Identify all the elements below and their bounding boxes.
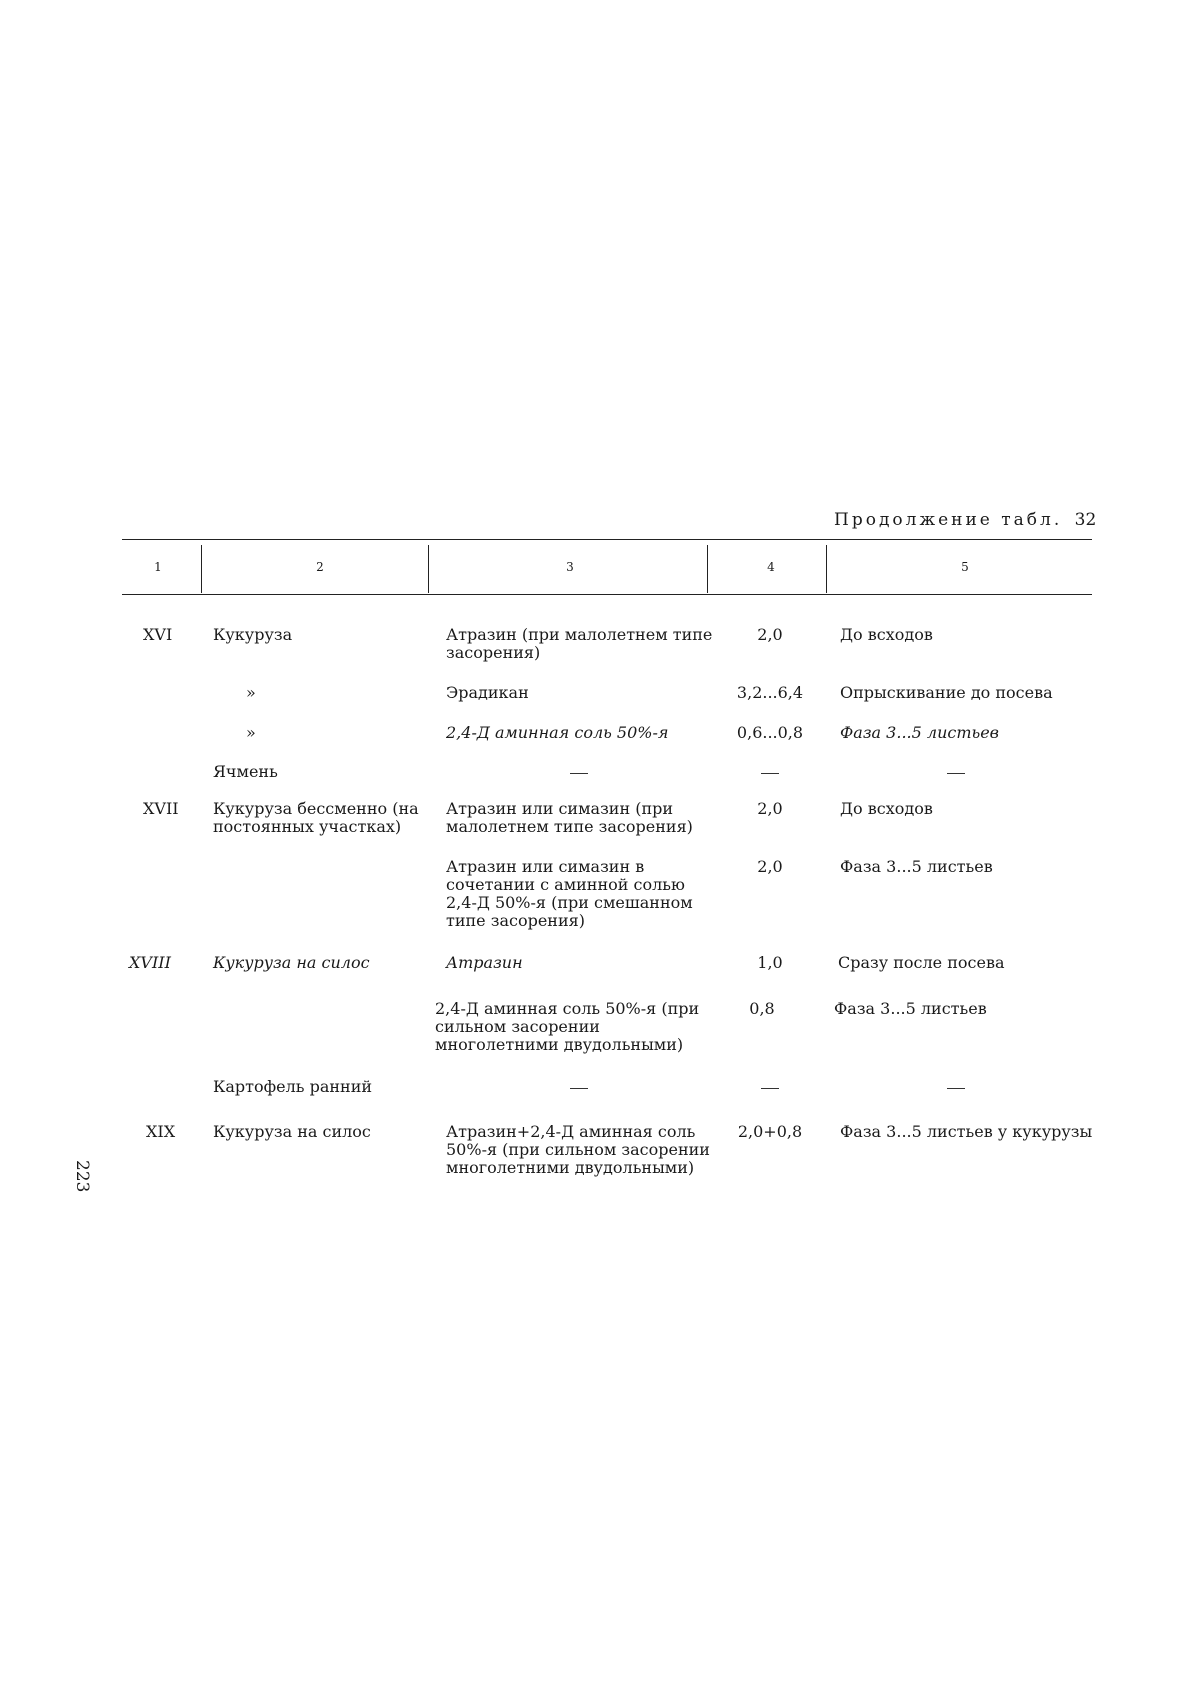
table-header-rule xyxy=(122,594,1092,595)
caption-text: Продолжение табл. xyxy=(834,510,1063,530)
row-3-time: Фаза 3...5 листьев xyxy=(840,723,999,742)
row-6-herbicide: Атразин или симазин в сочетании с аминной солью 2,4-Д 50%-я (при смешанном типе засорения) xyxy=(446,857,693,930)
row-4-time-dash xyxy=(940,763,980,781)
row-7-number: XVIII xyxy=(129,953,171,972)
row-1-herbicide: Атразин (при малолетнем типе засорения) xyxy=(446,625,713,662)
row-3-dose: 0,6...0,8 xyxy=(736,723,804,742)
row-4-herbicide-dash-mark xyxy=(570,773,588,774)
row-8-time: Фаза 3...5 листьев xyxy=(834,999,987,1018)
row-2-crop-ditto: » xyxy=(246,683,256,702)
row-5-dose: 2,0 xyxy=(757,799,783,818)
row-7-dose: 1,0 xyxy=(757,953,783,972)
row-9-time-dash-mark xyxy=(947,1088,965,1089)
row-3-herbicide: 2,4-Д аминная соль 50%-я xyxy=(446,723,669,742)
row-9-dose-dash xyxy=(750,1078,790,1096)
row-10-herbicide: Атразин+2,4-Д аминная соль 50%-я (при сильном засорении многолетними двудольными) xyxy=(446,1122,710,1177)
row-8-herbicide: 2,4-Д аминная соль 50%-я (при сильном засорении многолетними двудольными) xyxy=(435,999,700,1054)
row-1-number: XVI xyxy=(143,625,173,644)
row-3-crop-ditto: » xyxy=(246,723,256,742)
header-col-4: 4 xyxy=(767,560,775,574)
header-divider-3 xyxy=(707,545,708,593)
header-divider-4 xyxy=(826,545,827,593)
row-1-crop: Кукуруза xyxy=(213,625,293,644)
row-4-time-dash-mark xyxy=(947,773,965,774)
row-5-crop: Кукуруза бессменно (на постоянных участках) xyxy=(213,799,419,836)
table-number: 32 xyxy=(1074,510,1097,530)
row-5-number: XVII xyxy=(143,799,179,818)
row-4-dose-dash-mark xyxy=(761,773,779,774)
row-7-time: Сразу после посева xyxy=(838,953,1005,972)
row-10-dose: 2,0+0,8 xyxy=(737,1122,803,1141)
row-9-dose-dash-mark xyxy=(761,1088,779,1089)
row-9-herbicide-dash-mark xyxy=(570,1088,588,1089)
row-7-crop: Кукуруза на силос xyxy=(213,953,370,972)
row-10-crop: Кукуруза на силос xyxy=(213,1122,371,1141)
row-2-herbicide: Эрадикан xyxy=(446,683,529,702)
row-2-dose: 3,2...6,4 xyxy=(736,683,804,702)
row-1-time: До всходов xyxy=(840,625,933,644)
row-5-herbicide: Атразин или симазин (при малолетнем типе засорения) xyxy=(446,799,693,836)
page-number: 223 xyxy=(72,1160,92,1193)
row-5-time: До всходов xyxy=(840,799,933,818)
table-caption xyxy=(834,510,1096,530)
table-top-rule xyxy=(122,539,1092,540)
row-4-crop: Ячмень xyxy=(213,762,278,781)
row-8-dose: 0,8 xyxy=(749,999,775,1018)
row-6-time: Фаза 3...5 листьев xyxy=(840,857,993,876)
header-col-2: 2 xyxy=(316,560,324,574)
header-divider-2 xyxy=(428,545,429,593)
row-9-time-dash xyxy=(940,1078,980,1096)
row-2-time: Опрыскивание до посева xyxy=(840,683,1053,702)
row-9-herbicide-dash xyxy=(560,1078,600,1096)
row-4-herbicide-dash xyxy=(560,763,600,781)
row-10-time: Фаза 3...5 листьев у кукурузы xyxy=(840,1122,1093,1141)
row-6-dose: 2,0 xyxy=(757,857,783,876)
header-col-3: 3 xyxy=(566,560,574,574)
row-10-number: XIX xyxy=(146,1122,176,1141)
header-divider-1 xyxy=(201,545,202,593)
row-4-dose-dash xyxy=(750,763,790,781)
header-col-5: 5 xyxy=(961,560,969,574)
header-col-1: 1 xyxy=(154,560,162,574)
row-7-herbicide: Атразин xyxy=(446,953,523,972)
row-1-dose: 2,0 xyxy=(757,625,783,644)
row-9-crop: Картофель ранний xyxy=(213,1077,373,1096)
